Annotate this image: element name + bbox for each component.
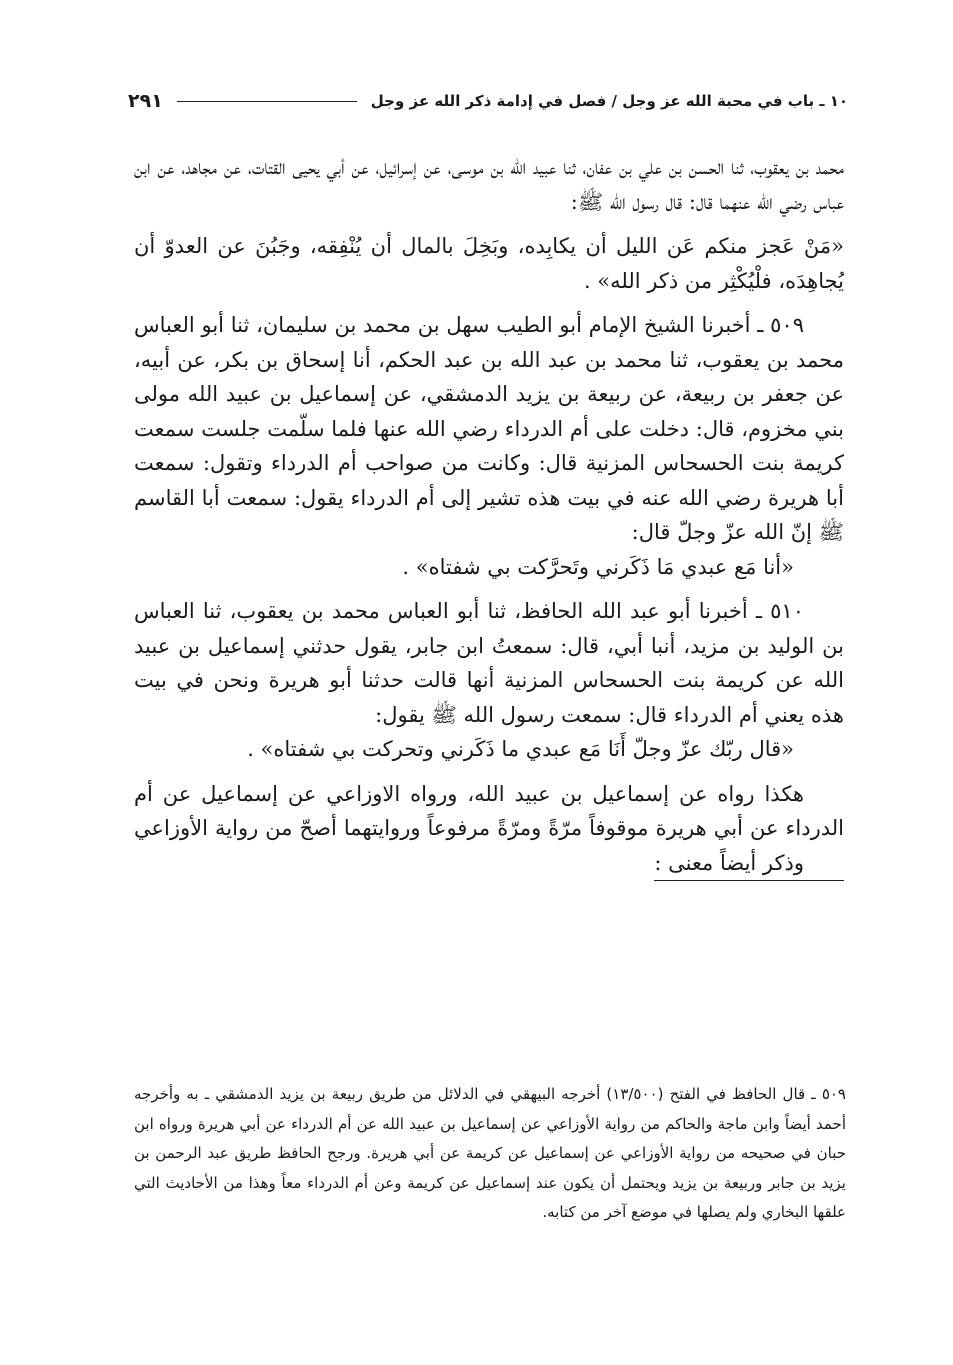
- page-number: ٢٩١: [128, 90, 163, 112]
- commentary-text: هكذا رواه عن إسماعيل بن عبيد الله، ورواه الاوزاعي عن إسماعيل عن أم الدرداء عن أبي هريرة موقوفاً مرّةً ومرّةً مرفوعاً وروايتهما أصحّ من رواية الأوزاعي: [134, 781, 844, 840]
- commentary-paragraph: [134, 777, 844, 882]
- footnote-509: ٥٠٩ ـ قال الحافظ في الفتح (١٣/٥٠٠) أخرجه البيهقي في الدلائل من طريق ربيعة بن يزيد الدمشقي ـ به وأخرجه أحمد أيضاً وابن ماجة والحاكم من رواية الأوزاعي عن إسماعيل بن عبيد الله عن أم الدرداء عن أبي هريرة ورواه ابن حبان في صحيحه من رواية الأوزاعي عن إسماعيل عن كريمة عن أبي هريرة. ورجح الحافظ طريق عبد الرحمن بن يزيد بن جابر وربيعة بن يزيد ويحتمل أن يكون عند إسماعيل عن كريمة وعن أم الدرداء معاً وهذا من الأحاديث التي علقها البخاري ولم يصلها في موضع آخر من كتابه.: [134, 1085, 846, 1221]
- hadith-quote-3: «قال ربّك عزّ وجلّ أَنَا مَع عبدي ما ذَكَرني وتحركت بي شفتاه» .: [247, 737, 794, 761]
- hadith-510: ٥١٠ ـ أخبرنا أبو عبد الله الحافظ، ثنا أبو العباس محمد بن يعقوب، ثنا العباس بن الوليد بن مزيد، أنبا أبي، قال: سمعتُ ابن جابر، يقول حدثني إسماعيل بن عبيد الله عن كريمة بنت الحسحاس المزنية أنها قالت حدثنا أبو هريرة ونحن في بيت هذه يعني أم الدرداء قال: سمعت رسول الله ﷺ يقول:: [134, 599, 844, 727]
- main-text: [134, 150, 844, 881]
- running-title: ١٠ ـ باب في محبة الله عز وجل / فصل في إدامة ذكر الله عز وجل: [370, 92, 848, 110]
- hadith-quote-1: «مَنْ عَجز منكم عَن الليل أن يكابِده، وبَخِلَ بالمال أن يُنْفِقه، وجَبُنَ عن العدوّ أن يُجاهِدَه، فلْيُكْثِر من ذكر الله» .: [134, 234, 844, 293]
- footnotes: [134, 1080, 846, 1228]
- hadith-quote-2: «أنا مَع عبدي مَا ذَكَرني وتَحرَّكت بي شفتاه» .: [402, 554, 794, 579]
- commentary-ending: وذكر أيضاً معنى :: [654, 846, 844, 882]
- page-header: [128, 86, 848, 116]
- paragraph-continuation: محمد بن يعقوب، ثنا الحسن بن علي بن عفان، ثنا عبيد الله بن موسى، عن إسرائيل، عن أبي يحيى القتات، عن مجاهد، عن ابن عباس رضي الله عنهما قال: قال رسول الله ﷺ:: [134, 155, 844, 214]
- header-rule: [177, 101, 357, 102]
- hadith-509: ٥٠٩ ـ أخبرنا الشيخ الإمام أبو الطيب سهل بن محمد بن سليمان، ثنا أبو العباس محمد بن يعقوب، ثنا محمد بن عبد الله بن عبد الحكم، أنا إسحاق بن بكر، عن أبيه، عن جعفر بن ربيعة، عن ربيعة بن يزيد الدمشقي، عن إسماعيل بن عبيد الله مولى بني مخزوم، قال: دخلت على أم الدرداء رضي الله عنها فلما سلّمت جلست سمعت كريمة بنت الحسحاس المزنية قال: وكانت من صواحب أم الدرداء وتقول: سمعت أبا هريرة رضي الله عنه في بيت هذه تشير إلى أم الدرداء يقول: سمعت أبا القاسم ﷺ إنّ الله عزّ وجلّ قال:: [134, 313, 844, 544]
